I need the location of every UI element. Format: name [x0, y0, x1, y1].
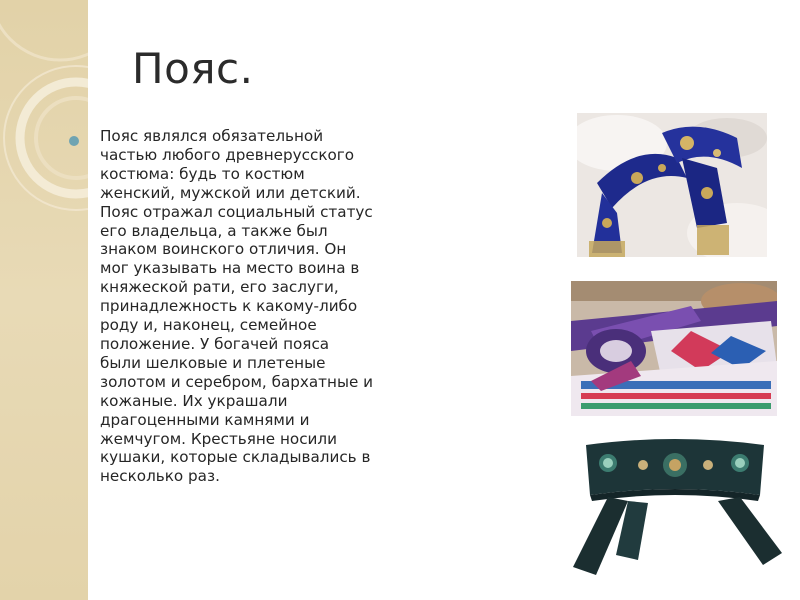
slide-title: Пояс.	[132, 44, 254, 93]
blue-brocade-belt-photo	[577, 113, 767, 257]
decorative-rings	[0, 0, 88, 600]
slide-body-text: Пояс являлся обязательной частью любого древнерусского костюма: будь то костюм женский, мужской или детский. Пояс отражал социальный статус его владельца, а также был знаком воинского отличия. Он мог указывать на место воина в княжеской рати, его заслуги, принадлежность к какому-либо роду и, наконец, семейное положение. У богачей пояса были шелковые и плетеные золотом и серебром, бархатные и кожаные. Их украшали драгоценными камнями и жемчугом. Крестьяне носили кушаки, которые складывались в несколько раз.	[100, 127, 373, 486]
decorative-side-band	[0, 0, 88, 600]
jeweled-dark-belt-photo	[568, 435, 782, 580]
woven-belts-photo	[571, 281, 777, 416]
bullet-dot	[69, 136, 79, 146]
